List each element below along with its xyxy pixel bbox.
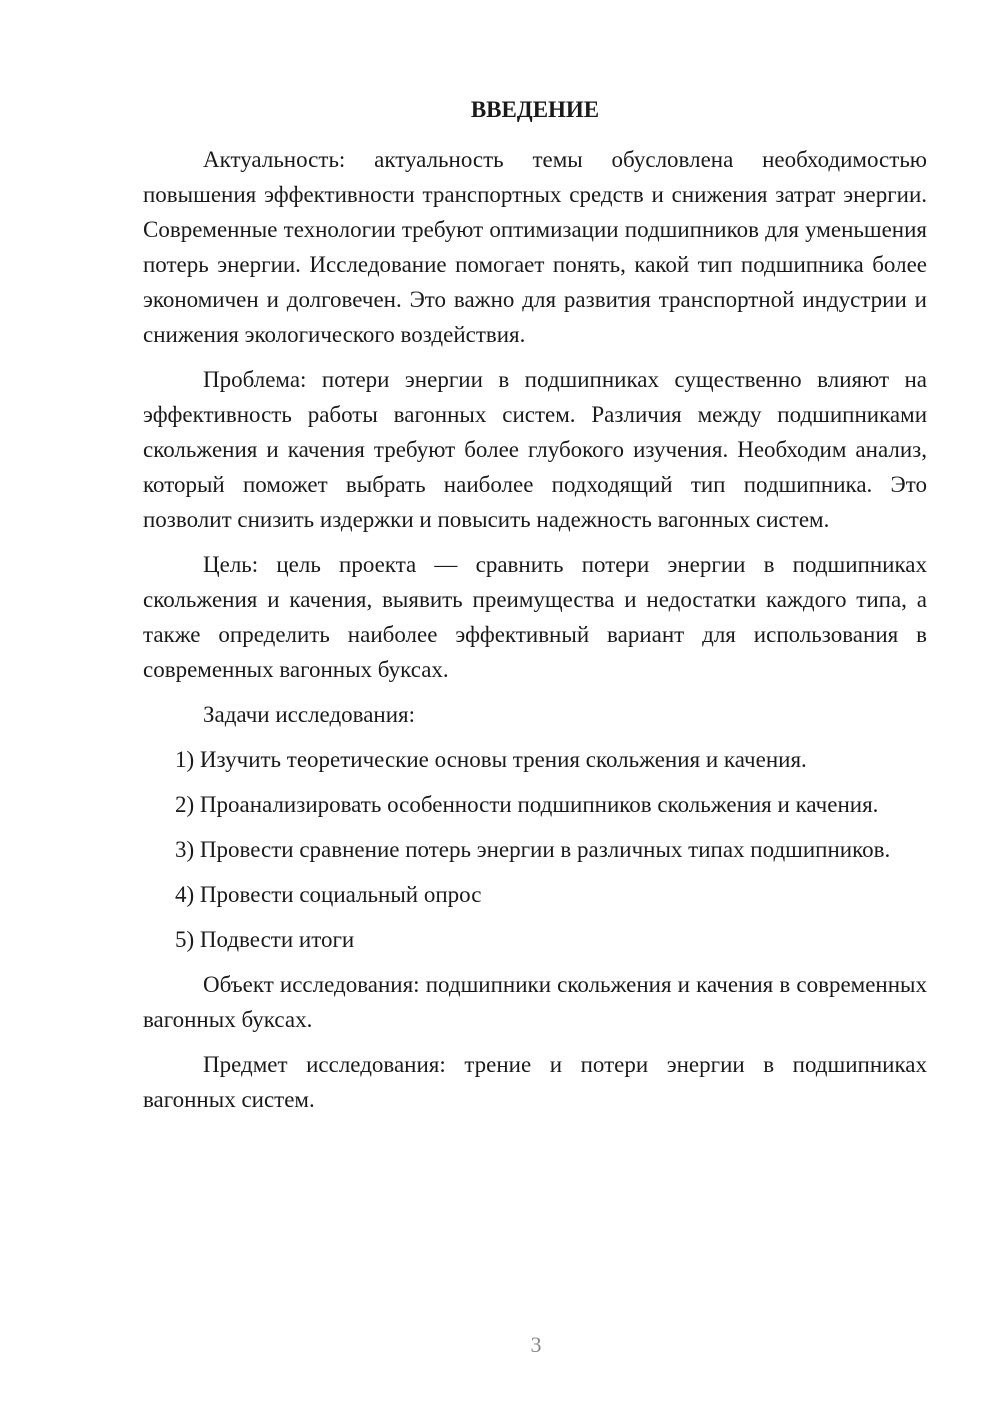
- page-title: ВВЕДЕНИЕ: [470, 97, 600, 122]
- task-item-4: 4) Провести социальный опрос: [175, 882, 482, 907]
- paragraph-relevance: Актуальность: актуальность темы обусловлена необходимостью повышения эффективности транспортных средств и снижения затрат энергии. Современные технологии требуют оптимизации подшипников для уменьшения потерь энергии. Исследование помогает понять, какой тип подшипника более экономичен и долговечен. Это важно для развития транспортной индустрии и снижения экологического воздействия.: [143, 147, 927, 347]
- task-item-2: 2) Проанализировать особенности подшипников скольжения и качения.: [175, 792, 879, 817]
- task-item-5: 5) Подвести итоги: [175, 927, 355, 952]
- paragraph-goal: Цель: цель проекта — сравнить потери энергии в подшипниках скольжения и качения, выявить преимущества и недостатки каждого типа, а также определить наиболее эффективный вариант для использования в современных вагонных буксах.: [143, 552, 927, 682]
- task-item-1: 1) Изучить теоретические основы трения скольжения и качения.: [175, 747, 807, 772]
- task-item-3: 3) Провести сравнение потерь энергии в различных типах подшипников.: [175, 837, 891, 862]
- paragraph-tasks-heading: Задачи исследования:: [203, 702, 416, 727]
- page-content: [143, 92, 927, 1127]
- page-number: 3: [530, 1332, 542, 1357]
- paragraph-object: Объект исследования: подшипники скольжения и качения в современных вагонных буксах.: [143, 972, 927, 1032]
- paragraph-problem: Проблема: потери энергии в подшипниках существенно влияют на эффективность работы вагонных систем. Различия между подшипниками скольжения и качения требуют более глубокого изучения. Необходим анализ, который поможет выбрать наиболее подходящий тип подшипника. Это позволит снизить издержки и повысить надежность вагонных систем.: [143, 367, 927, 532]
- paragraph-subject: Предмет исследования: трение и потери энергии в подшипниках вагонных систем.: [143, 1052, 927, 1112]
